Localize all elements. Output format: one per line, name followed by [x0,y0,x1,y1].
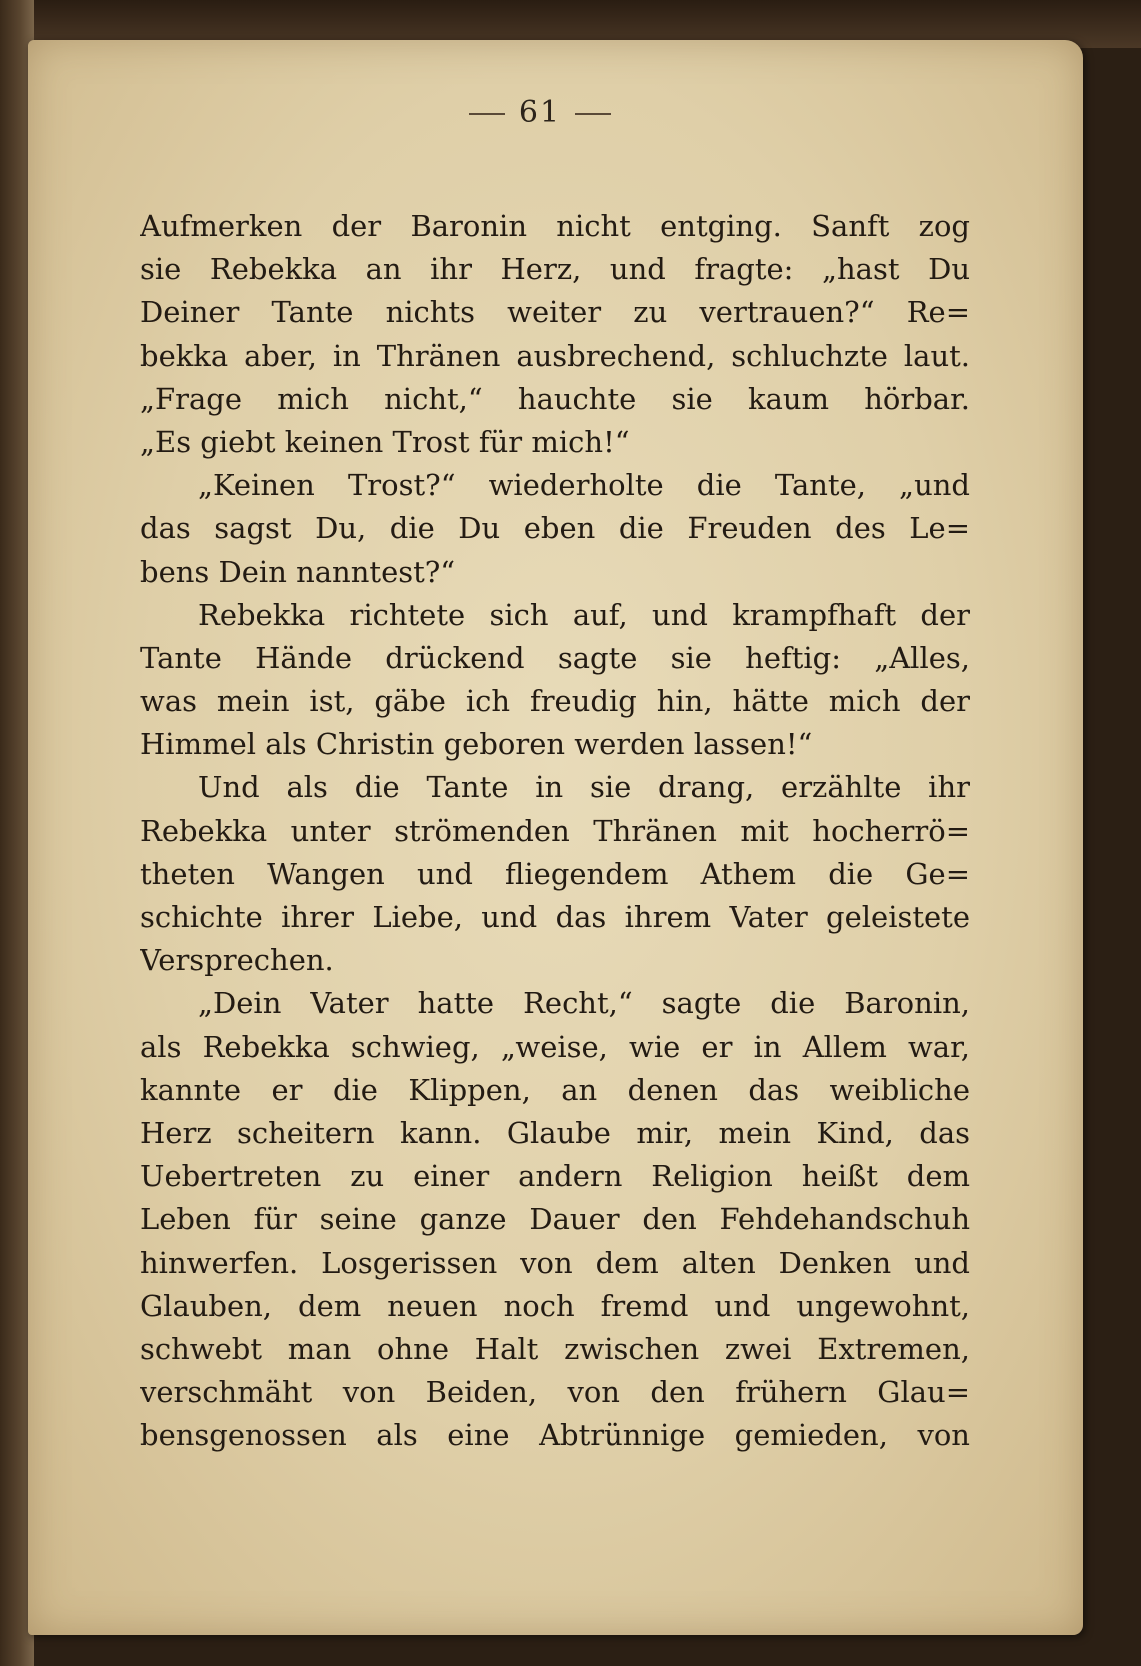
text-line: kannte er die Klippen, an denen das weibliche [140,1072,970,1107]
text-line: bensgenossen als eine Abtrünnige gemieden, von [140,1418,970,1453]
page-number-dash-right [575,113,611,115]
text-line: Aufmerken der Baronin nicht entging. Sanft zog [140,209,970,243]
text-line: Rebekka richtete sich auf, und krampfhaft der [198,597,970,632]
text-line: sie Rebekka an ihr Herz, und fragte: „hast Du [140,252,970,287]
text-line: Herz scheitern kann. Glaube mir, mein Kind, das [140,1115,970,1150]
text-line: „Es giebt keinen Trost für mich!“ [140,424,630,459]
text-line: bekka aber, in Thränen ausbrechend, schluchzte laut. [140,338,970,373]
text-line: das sagst Du, die Du eben die Freuden des Le= [140,511,970,546]
text-line: als Rebekka schwieg, „weise, wie er in Allem war, [140,1029,970,1064]
page-number-dash-left [469,113,505,115]
text-line: Deiner Tante nichts weiter zu vertrauen?“ Re= [140,295,970,330]
page-number-value: 61 [518,95,562,130]
text-line: hinwerfen. Losgerissen von dem alten Denken und [140,1245,970,1280]
text-line: „Keinen Trost?“ wiederholte die Tante, „und [198,468,970,503]
text-line: was mein ist, gäbe ich freudig hin, hätte mich der [140,684,970,719]
body-text [140,205,970,1457]
text-line: Himmel als Christin geboren werden lassen!“ [140,727,813,762]
text-line: schichte ihrer Liebe, und das ihrem Vater geleistete [140,900,970,934]
text-line: bens Dein nanntest?“ [140,554,456,589]
text-line: theten Wangen und fliegendem Athem die Ge= [140,856,970,891]
text-line: verschmäht von Beiden, von den frühern Glau= [140,1375,970,1410]
text-line: Rebekka unter strömenden Thränen mit hocherrö= [140,813,970,848]
text-line: Leben für seine ganze Dauer den Fehdehandschuh [140,1202,970,1237]
text-line: Und als die Tante in sie drang, erzählte ihr [198,770,970,805]
text-line: „Frage mich nicht,“ hauchte sie kaum hörbar. [140,381,970,416]
text-line: Uebertreten zu einer andern Religion heißt dem [140,1159,970,1194]
text-line: „Dein Vater hatte Recht,“ sagte die Baronin, [198,986,970,1021]
text-line: Tante Hände drückend sagte sie heftig: „Alles, [140,640,970,675]
text-line: Glauben, dem neuen noch fremd und ungewohnt, [140,1288,970,1323]
text-line: Versprechen. [140,943,334,978]
text-line: schwebt man ohne Halt zwischen zwei Extremen, [140,1331,970,1366]
page-number [440,95,640,130]
